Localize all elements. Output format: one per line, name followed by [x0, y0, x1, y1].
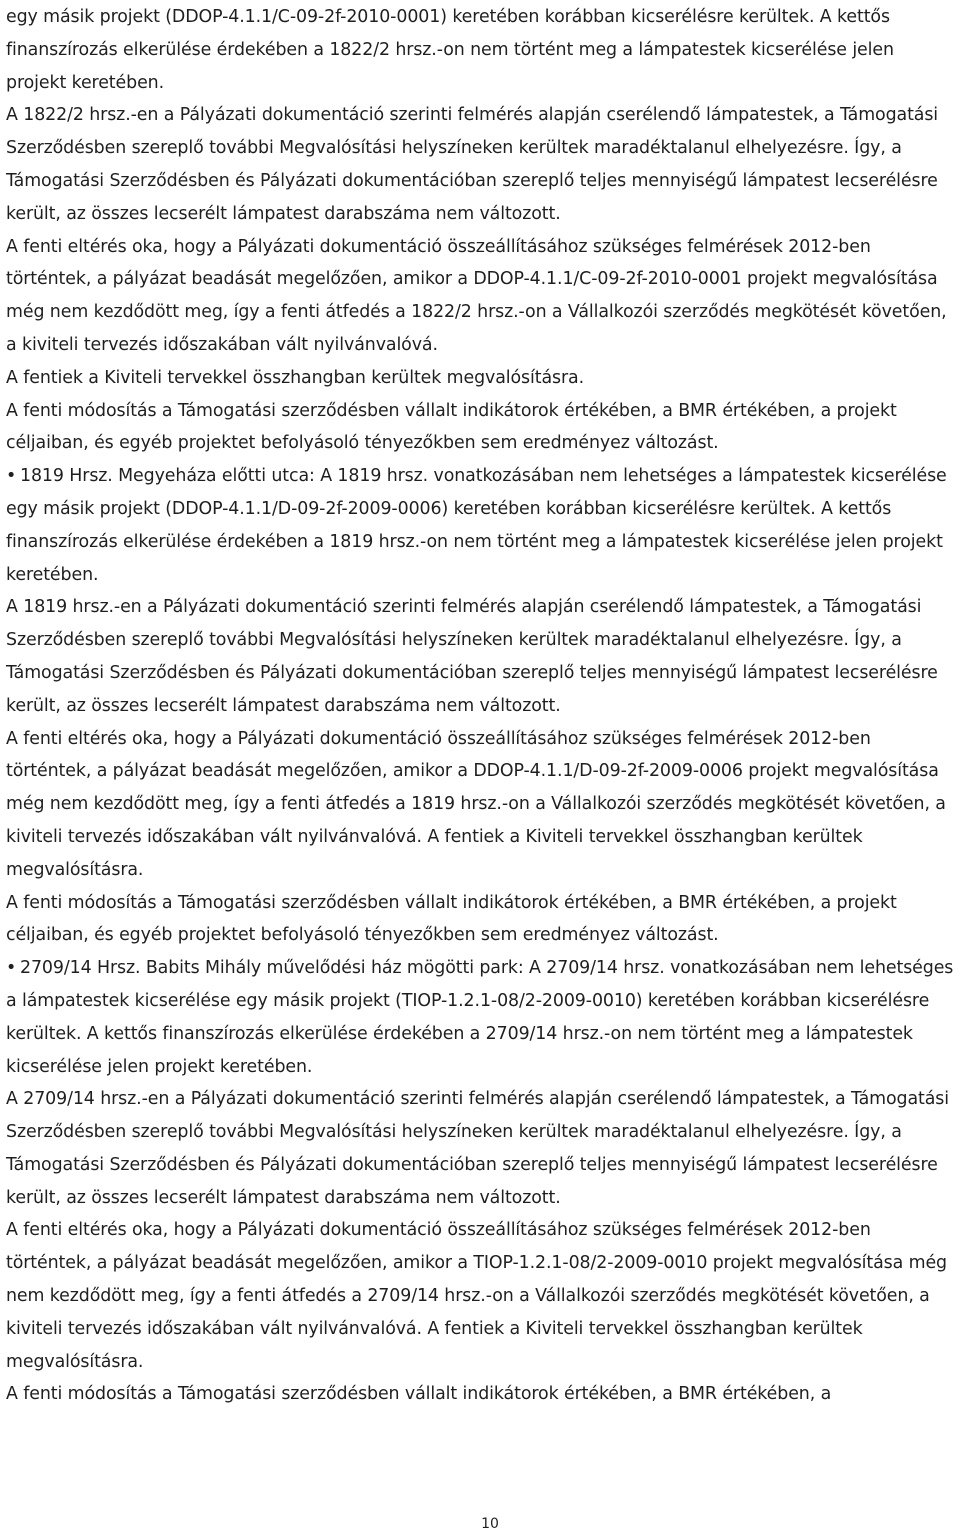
paragraph-1822-conformity: A fentiek a Kiviteli tervekkel összhangban kerültek megvalósításra.	[6, 367, 585, 388]
document-body	[6, 1, 958, 1411]
paragraph-2709-replacement: A 2709/14 hrsz.-en a Pályázati dokumentáció szerinti felmérés alapján cserélendő lámpatestek, a Támogatási Szerződésben szereplő további Megvalósítási helyszíneken kerültek maradéktalanul elhelyezésre. Így, a Támogatási Szerződésben és Pályázati dokumentációban szereplő teljes mennyiségű lámpatest lecserélésre került, az összes lecserélt lámpatest darabszáma nem változott.	[6, 1089, 950, 1208]
page-number: 10	[481, 1516, 499, 1532]
paragraph-1819-reason: A fenti eltérés oka, hogy a Pályázati dokumentáció összeállításához szükséges felmérések 2012-ben történtek, a pályázat beadását megelőzően, amikor a DDOP-4.1.1/D-09-2f-2009-0006 projekt megvalósítása még nem kezdődött meg, így a fenti átfedés a 1819 hrsz.-on a Vállalkozói szerződés megkötését követően, a kiviteli tervezés időszakában vált nyilvánvalóvá. A fentiek a Kiviteli tervekkel összhangban kerültek megvalósításra.	[6, 728, 946, 880]
paragraph-2709-reason: A fenti eltérés oka, hogy a Pályázati dokumentáció összeállításához szükséges felmérések 2012-ben történtek, a pályázat beadását megelőzően, amikor a TIOP-1.2.1-08/2-2009-0010 projekt megvalósítása még nem kezdődött meg, így a fenti átfedés a 2709/14 hrsz.-on a Vállalkozói szerződés megkötését követően, a kiviteli tervezés időszakában vált nyilvánvalóvá. A fentiek a Kiviteli tervekkel összhangban kerültek megvalósításra.	[6, 1220, 947, 1372]
paragraph-1822-no-change: A fenti módosítás a Támogatási szerződésben vállalt indikátorok értékében, a BMR értékében, a projekt céljaiban, és egyéb projektet befolyásoló tényezőkben sem eredményez változást.	[6, 400, 897, 454]
paragraph-trailing: A fenti módosítás a Támogatási szerződésben vállalt indikátorok értékében, a BMR értékében, a	[6, 1384, 832, 1405]
bullet-1819-hrsz: • 1819 Hrsz. Megyeháza előtti utca: A 1819 hrsz. vonatkozásában nem lehetséges a lámpatestek kicserélése egy másik projekt (DDOP-4.1.1/D-09-2f-2009-0006) keretében korábban kicserélésre kerültek. A kettős finanszírozás elkerülése érdekében a 1819 hrsz.-on nem történt meg a lámpatestek kicserélése jelen projekt keretében.	[6, 460, 958, 591]
bullet-2709-hrsz: • 2709/14 Hrsz. Babits Mihály művelődési ház mögötti park: A 2709/14 hrsz. vonatkozásában nem lehetséges a lámpatestek kicserélése egy másik projekt (TIOP-1.2.1-08/2-2009-0010) keretében korábban kicserélésre kerültek. A kettős finanszírozás elkerülése érdekében a 2709/14 hrsz.-on nem történt meg a lámpatestek kicserélése jelen projekt keretében.	[6, 952, 958, 1083]
paragraph-1819-replacement: A 1819 hrsz.-en a Pályázati dokumentáció szerinti felmérés alapján cserélendő lámpatestek, a Támogatási Szerződésben szereplő további Megvalósítási helyszíneken kerültek maradéktalanul elhelyezésre. Így, a Támogatási Szerződésben és Pályázati dokumentációban szereplő teljes mennyiségű lámpatest lecserélésre került, az összes lecserélt lámpatest darabszáma nem változott.	[6, 597, 938, 716]
paragraph-1819-no-change: A fenti módosítás a Támogatási szerződésben vállalt indikátorok értékében, a BMR értékében, a projekt céljaiban, és egyéb projektet befolyásoló tényezőkben sem eredményez változást.	[6, 892, 897, 946]
paragraph-1822-intro: egy másik projekt (DDOP-4.1.1/C-09-2f-2010-0001) keretében korábban kicserélésre kerültek. A kettős finanszírozás elkerülése érdekében a 1822/2 hrsz.-on nem történt meg a lámpatestek kicserélése jelen projekt keretében.	[6, 7, 894, 93]
paragraph-1822-reason: A fenti eltérés oka, hogy a Pályázati dokumentáció összeállításához szükséges felmérések 2012-ben történtek, a pályázat beadását megelőzően, amikor a DDOP-4.1.1/C-09-2f-2010-0001 projekt megvalósítása még nem kezdődött meg, így a fenti átfedés a 1822/2 hrsz.-on a Vállalkozói szerződés megkötését követően, a kiviteli tervezés időszakában vált nyilvánvalóvá.	[6, 236, 947, 355]
paragraph-1822-replacement: A 1822/2 hrsz.-en a Pályázati dokumentáció szerinti felmérés alapján cserélendő lámpatestek, a Támogatási Szerződésben szereplő további Megvalósítási helyszíneken kerültek maradéktalanul elhelyezésre. Így, a Támogatási Szerződésben és Pályázati dokumentációban szereplő teljes mennyiségű lámpatest lecserélésre került, az összes lecserélt lámpatest darabszáma nem változott.	[6, 105, 939, 224]
